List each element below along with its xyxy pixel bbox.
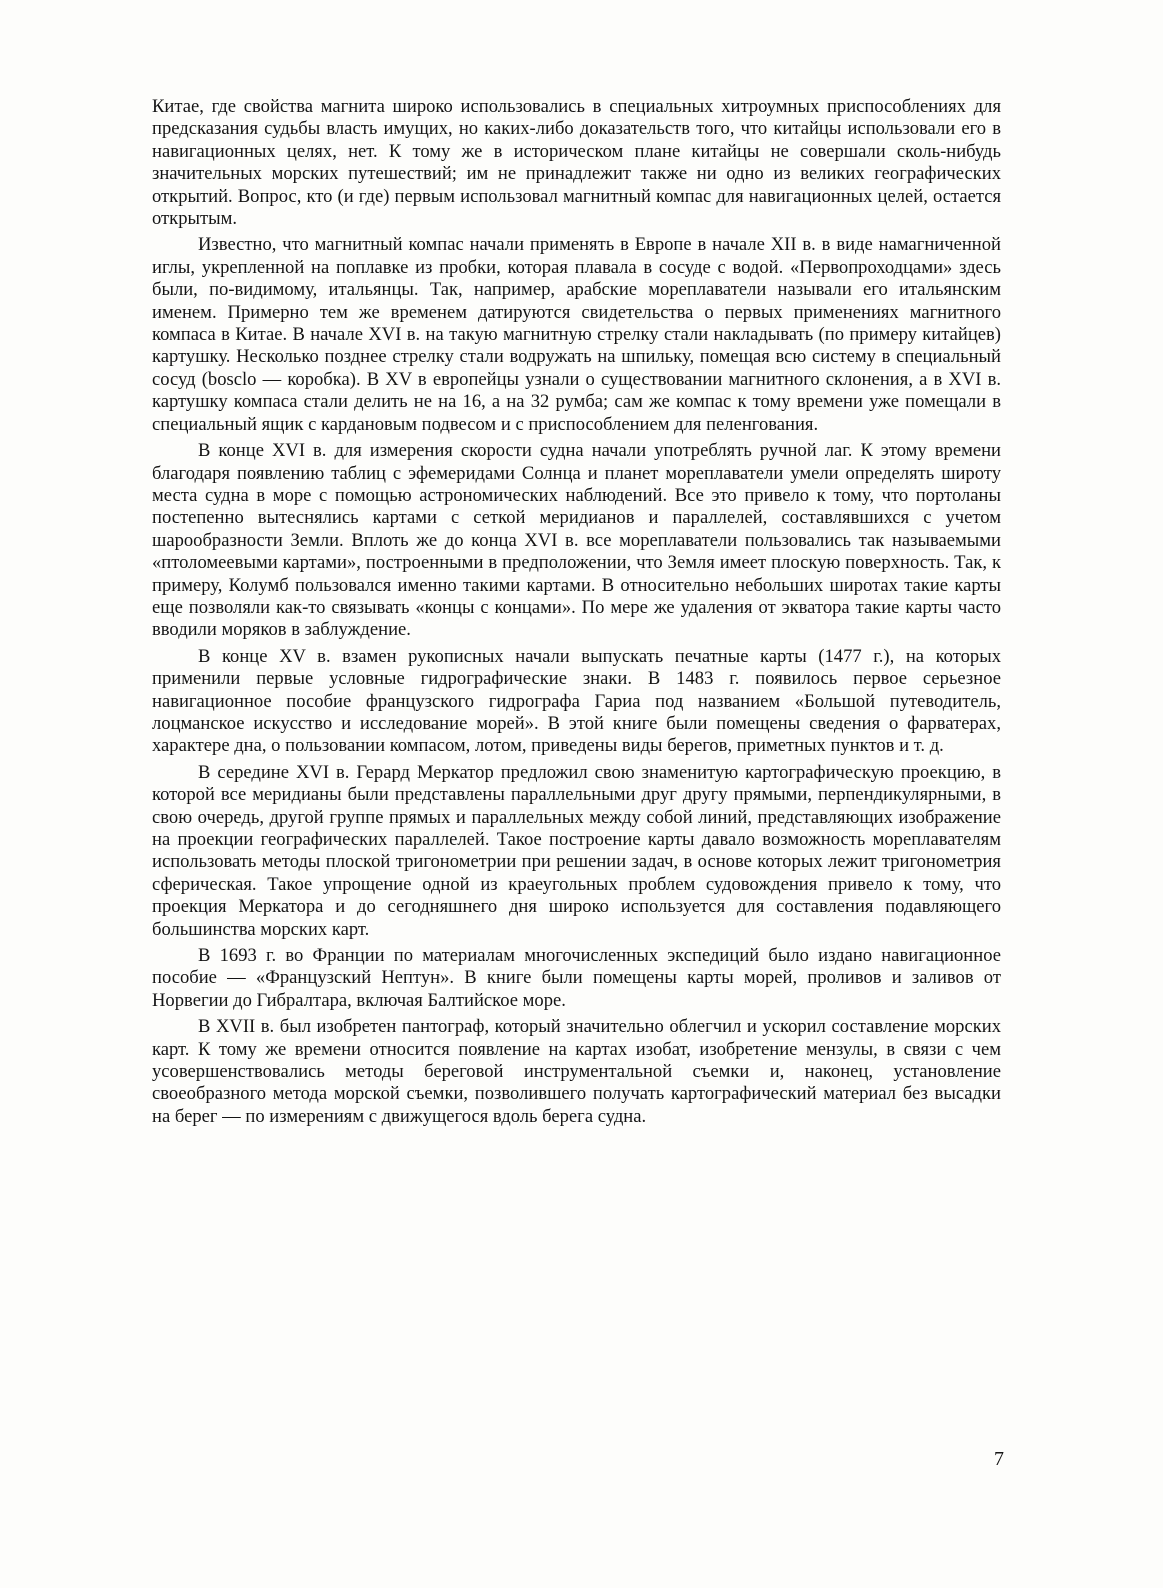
paragraph-magnetic-compass-europe: Известно, что магнитный компас начали применять в Европе в начале XII в. в виде намагниченной иглы, укрепленной на поплавке из пробки, которая плавала в сосуде с водой. «Первопроходцами» здесь были, по-видимому, итальянцы. Так, например, арабские мореплаватели называли его итальянским именем. Примерно тем же временем датируются свидетельства о первых применениях магнитного компаса в Китае. В начале XVI в. на такую магнитную стрелку стали накладывать (по примеру китайцев) картушку. Несколько позднее стрелку стали водружать на шпильку, помещая всю систему в специальный сосуд (bosclo — коробка). В XV в европейцы узнали о существовании магнитного склонения, а в XVI в. картушку компаса стали делить не на 16, а на 32 румба; сам же компас к тому времени уже помещали в специальный ящик с кардановым подвесом и с приспособлением для пеленгования. <box>152 234 1001 435</box>
paragraph-pantograph: В XVII в. был изобретен пантограф, который значительно облегчил и ускорил составление морских карт. К тому же времени относится появление на картах изобат, изобретение мензулы, в связи с чем усовершенствовались методы береговой инструментальной съемки и, наконец, установление своеобразного метода морской съемки, позволившего получать картографический материал без высадки на берег — по измерениям с движущегося вдоль берега судна. <box>152 1016 1001 1127</box>
page-number: 7 <box>994 1448 1004 1470</box>
body-text <box>152 96 1001 1128</box>
paragraph-continued-china: Китае, где свойства магнита широко использовались в специальных хитроумных приспособлениях для предсказания судьбы власть имущих, но каких-либо доказательств того, что китайцы использовали его в навигационных целях, нет. К тому же в историческом плане китайцы не совершали сколь-нибудь значительных морских путешествий; им не принадлежит также ни одно из великих географических открытий. Вопрос, кто (и где) первым использовал магнитный компас для навигационных целей, остается открытым. <box>152 96 1001 230</box>
paragraph-mercator-projection: В середине XVI в. Герард Меркатор предложил свою знаменитую картографическую проекцию, в которой все меридианы были представлены параллельными друг другу прямыми, перпендикулярными, в свою очередь, другой группе прямых и параллельных между собой линий, представляющих изображение на проекции географических параллелей. Такое построение карты давало возможность мореплавателям использовать методы плоской тригонометрии при решении задач, в основе которых лежит тригонометрия сферическая. Такое упрощение одной из краеугольных проблем судовождения привело к тому, что проекция Меркатора и до сегодняшнего дня широко используется для составления подавляющего большинства морских карт. <box>152 761 1001 940</box>
paragraph-printed-charts: В конце XV в. взамен рукописных начали выпускать печатные карты (1477 г.), на которых применили первые условные гидрографические знаки. В 1483 г. появилось первое серьезное навигационное пособие французского гидрографа Гариа под названием «Большой путеводитель, лоцманское искусство и исследование морей». В этой книге были помещены сведения о фарватерах, характере дна, о пользовании компасом, лотом, приведены виды берегов, приметных пунктов и т. д. <box>152 645 1001 757</box>
paragraph-ship-log-and-maps: В конце XVI в. для измерения скорости судна начали употреблять ручной лаг. К этому времени благодаря появлению таблиц с эфемеридами Солнца и планет мореплаватели умели определять широту места судна в море с помощью астрономических наблюдений. Все это привело к тому, что портоланы постепенно вытеснялись картами с сеткой меридианов и параллелей, составлявшихся с учетом шарообразности Земли. Вплоть же до конца XVI в. все мореплаватели пользовались так называемыми «птоломеевыми картами», построенными в предположении, что Земля имеет плоскую поверхность. Так, к примеру, Колумб пользовался именно такими картами. В относительно небольших широтах такие карты еще позволяли как-то связывать «концы с концами». По мере же удаления от экватора такие карты часто вводили моряков в заблуждение. <box>152 440 1001 641</box>
paragraph-french-neptune: В 1693 г. во Франции по материалам многочисленных экспедиций было издано навигационное пособие — «Французский Нептун». В книге были помещены карты морей, проливов и заливов от Норвегии до Гибралтара, включая Балтийское море. <box>152 945 1001 1011</box>
